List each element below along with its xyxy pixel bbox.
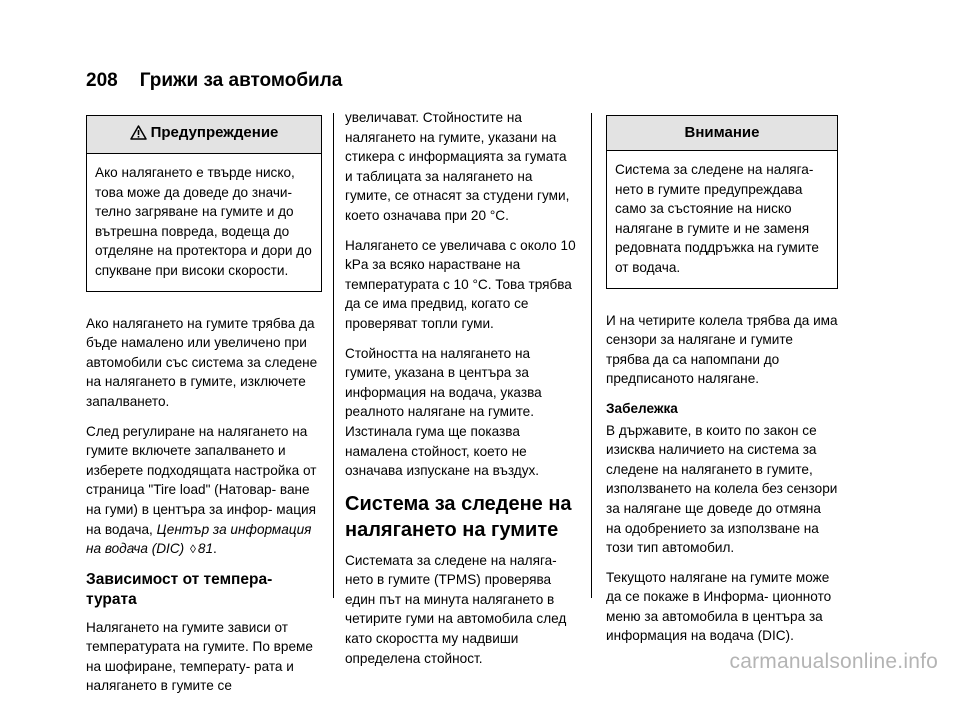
page-header bbox=[86, 70, 342, 92]
page-reference-icon: ◊ bbox=[189, 542, 196, 557]
paragraph: И на четирите колела трябва да има сензори за налягане и гумите трябва да са напомпани до предписаното налягане. bbox=[606, 312, 838, 387]
paragraph: Налягането се увеличава с около 10 kPa за всяко нарастване на температурата с 10 °C. Това трябва да се има предвид, когато се проверяват топли гуми. bbox=[345, 237, 576, 331]
warning-box-header bbox=[87, 116, 321, 154]
watermark: carmanualsonline.info bbox=[729, 650, 938, 673]
page-number: 208 bbox=[86, 70, 118, 91]
paragraph: В държавите, в които по закон се изисква наличието на система за следене на налягането в гумите, използването на колела без сензори за налягане ще доведе до отмяна на одобрението за използване на този тип автомобил. bbox=[606, 422, 838, 556]
page-reference-number[interactable]: 81 bbox=[197, 541, 214, 557]
paragraph: Стойността на налягането на гумите, указана в центъра за информация на водача, указва реалното налягане на гумите. Изстинала гума ще показва намалена стойност, което не означава изпускане на въздух. bbox=[345, 345, 542, 479]
note-label: Забележка bbox=[606, 400, 678, 416]
caution-box-header: Внимание bbox=[607, 116, 837, 151]
paragraph: След регулиране на налягането на гумите включете запалването и изберете подходящата настройка от страница "Tire load" (Натовар- ване на гуми) в центъра за инфор- мация на водача, Център за информация на водача (DIC) ◊ 81. bbox=[86, 423, 317, 557]
warning-title: Предупреждение bbox=[150, 124, 279, 141]
paragraph: Налягането на гумите зависи от температурата на гумите. По време на шофиране, температу- рата и налягането в гумите се bbox=[86, 619, 313, 694]
paragraph: Текущото налягане на гумите може да се покаже в Информа- ционното меню за автомобила в центъра за информация на водача (DIC). bbox=[606, 569, 832, 644]
section-heading: Система за следене на налягането на гумите bbox=[345, 492, 572, 541]
warning-text: Ако налягането е твърде ниско, това може да доведе до значи- телно загряване на гумите и до вътрешна повреда, водеща до отделяне на протектора и дори до спукване при високи скорости. bbox=[95, 165, 312, 278]
column-middle bbox=[345, 108, 577, 678]
column-divider bbox=[591, 113, 592, 598]
subheading: Зависимост от темпера- турата bbox=[86, 570, 273, 608]
caution-box bbox=[606, 115, 838, 289]
caution-text: Система за следене на наляга- нето в гумите предупреждава само за състояние на ниско налягане в гумите и не заменя редовната поддръжка на гумите от водача. bbox=[615, 162, 819, 275]
warning-triangle-icon bbox=[130, 125, 147, 144]
paragraph-text: След регулиране на налягането на гумите включете запалването и изберете подходящата настройка от страница "Tire load" (Натовар- ване на гуми) в центъра за инфор- мация на водача, bbox=[86, 423, 317, 537]
page-title: Грижи за автомобила bbox=[139, 70, 343, 91]
column-divider bbox=[333, 113, 334, 598]
dic-reference-link[interactable]: Център за информация на водача (DIC) bbox=[86, 521, 312, 557]
paragraph: Ако налягането на гумите трябва да бъде намалено или увеличено при автомобили със система за следене на налягането в гумите, изключете запалването. bbox=[86, 315, 318, 409]
paragraph: Системата за следене на наляга- нето в гумите (TPMS) проверява един път на минута налягането в четирите гуми на автомобила след като скоростта му надвиши определена стойност. bbox=[345, 552, 567, 666]
column-right bbox=[606, 115, 838, 656]
column-left bbox=[86, 115, 322, 706]
warning-box bbox=[86, 115, 322, 292]
paragraph: увеличават. Стойностите на налягането на гумите, указани на стикера с информацията за гумата и таблицата за налягането на гумите, се отнасят за студени гуми, което означава при 20 °C. bbox=[345, 110, 570, 223]
